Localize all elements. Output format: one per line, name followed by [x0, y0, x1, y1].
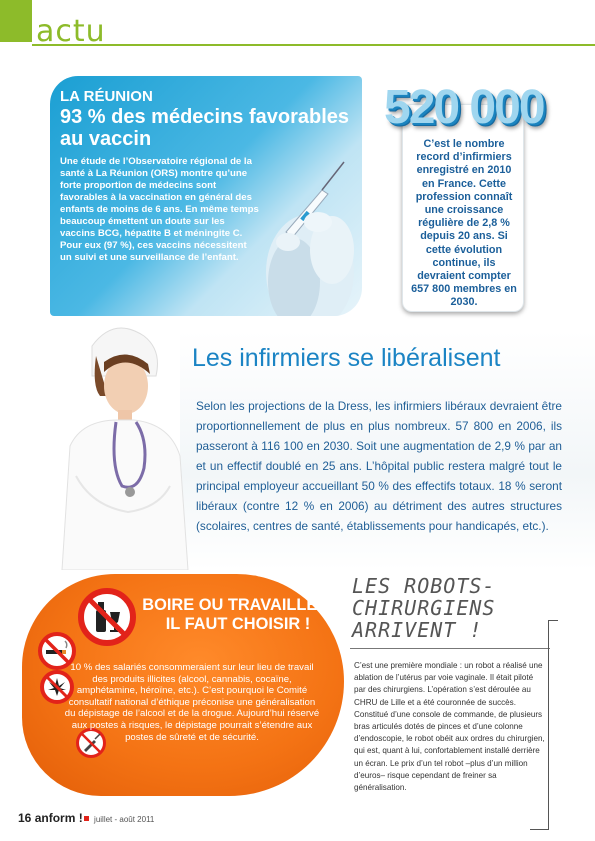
robots-frame-line	[548, 620, 549, 830]
section-title: actu	[36, 14, 106, 49]
article-body: Selon les projections de la Dress, les infirmiers libéraux devraient être proportionnellement de plus en plus nombreux. 57 800 en 2006, ils passeront à 116 100 en 2030. Soit une augmentation de 2,9 % par an et un effectif doublé en 25 ans. L’hôpital public restera malgré tout le principal employeur accueillant 50 % des effectifs totaux. 18 % seront libéraux (contre 12 % en 2006) au détriment des autres structures (scolaires, centres de santé, établissements pour handicapés, etc.).	[196, 399, 562, 533]
page-footer	[18, 811, 154, 825]
no-alcohol-icon	[78, 588, 136, 646]
nurse-photo	[52, 316, 192, 570]
robots-body: C’est une première mondiale : un robot a réalisé une ablation de l’utérus par voie vaginale. Il était piloté par des chirurgiens. L’opération s’est déroulée au CHRU de Lille et a été couronnée de succès. Constitué d’une console de commande, de plusieurs bras articulés dotés de pinces et d’une colonne d’endoscopie, le robot obéit aux ordres du chirurgien, qui est, quant à lui, confortablement installé derrière un écran. Le prix d’un tel robot –plus d’un million d’euros– risque cependant de freiner sa généralisation.	[354, 661, 545, 793]
stat-text: C’est le nombre record d’infirmiers enregistré en 2010 en France. Cette profession connaît une croissance régulière de 2,8 % depuis 20 ans. Si cette évolution continue, ils devraient compter 657 800 membres en 2030.	[411, 138, 517, 309]
robots-title: LES ROBOTS-CHIRURGIENS ARRIVENT !	[352, 574, 496, 642]
header-color-band	[0, 0, 32, 42]
robots-frame-bottom	[530, 829, 549, 830]
robots-divider	[350, 648, 550, 649]
reunion-body: Une étude de l’Observatoire régional de la santé à La Réunion (ORS) montre qu’une forte proportion de médecins sont favorables à la vaccination en général des enfants de moins de 6 ans. En même temps beaucoup émettent un doute sur les vaccins BCG, hépatite B et méningite C. Pour eux (97 %), ces vaccins nécessitent un suivi et une surveillance de l’enfant.	[60, 156, 259, 263]
reunion-kicker: LA RÉUNION	[60, 88, 153, 105]
robots-frame-tick	[548, 620, 558, 621]
stat-number: 520 000	[384, 81, 544, 134]
magazine-brand: anform !	[34, 811, 83, 825]
article-title: Les infirmiers se libéralisent	[192, 344, 501, 372]
header-rule	[32, 44, 595, 46]
gloved-hands-syringe-image	[248, 122, 362, 316]
section-header	[0, 0, 595, 60]
brand-square-icon	[84, 816, 89, 821]
page-number: 16	[18, 811, 32, 825]
issue-date: juillet - août 2011	[94, 815, 155, 824]
alcohol-body: 10 % des salariés consommeraient sur leur lieu de travail des produits illicites (alcool, cannabis, cocaïne, amphétamine, héroïne, etc.). C’est pourquoi le Comité consultatif national d’éthique préconise une généralisation du dépistage de l’alcool et de la drogue. Aujourd’hui réservé aux postes à risques, le dépistage pourrait s’étendre aux postes de sûreté et de sécurité.	[64, 662, 320, 743]
reunion-box	[50, 76, 362, 316]
alcohol-title: BOIRE OU TRAVAILLER, IL FAUT CHOISIR !	[142, 596, 334, 633]
reunion-title: 93 % des médecins favorables au vaccin	[60, 106, 350, 150]
